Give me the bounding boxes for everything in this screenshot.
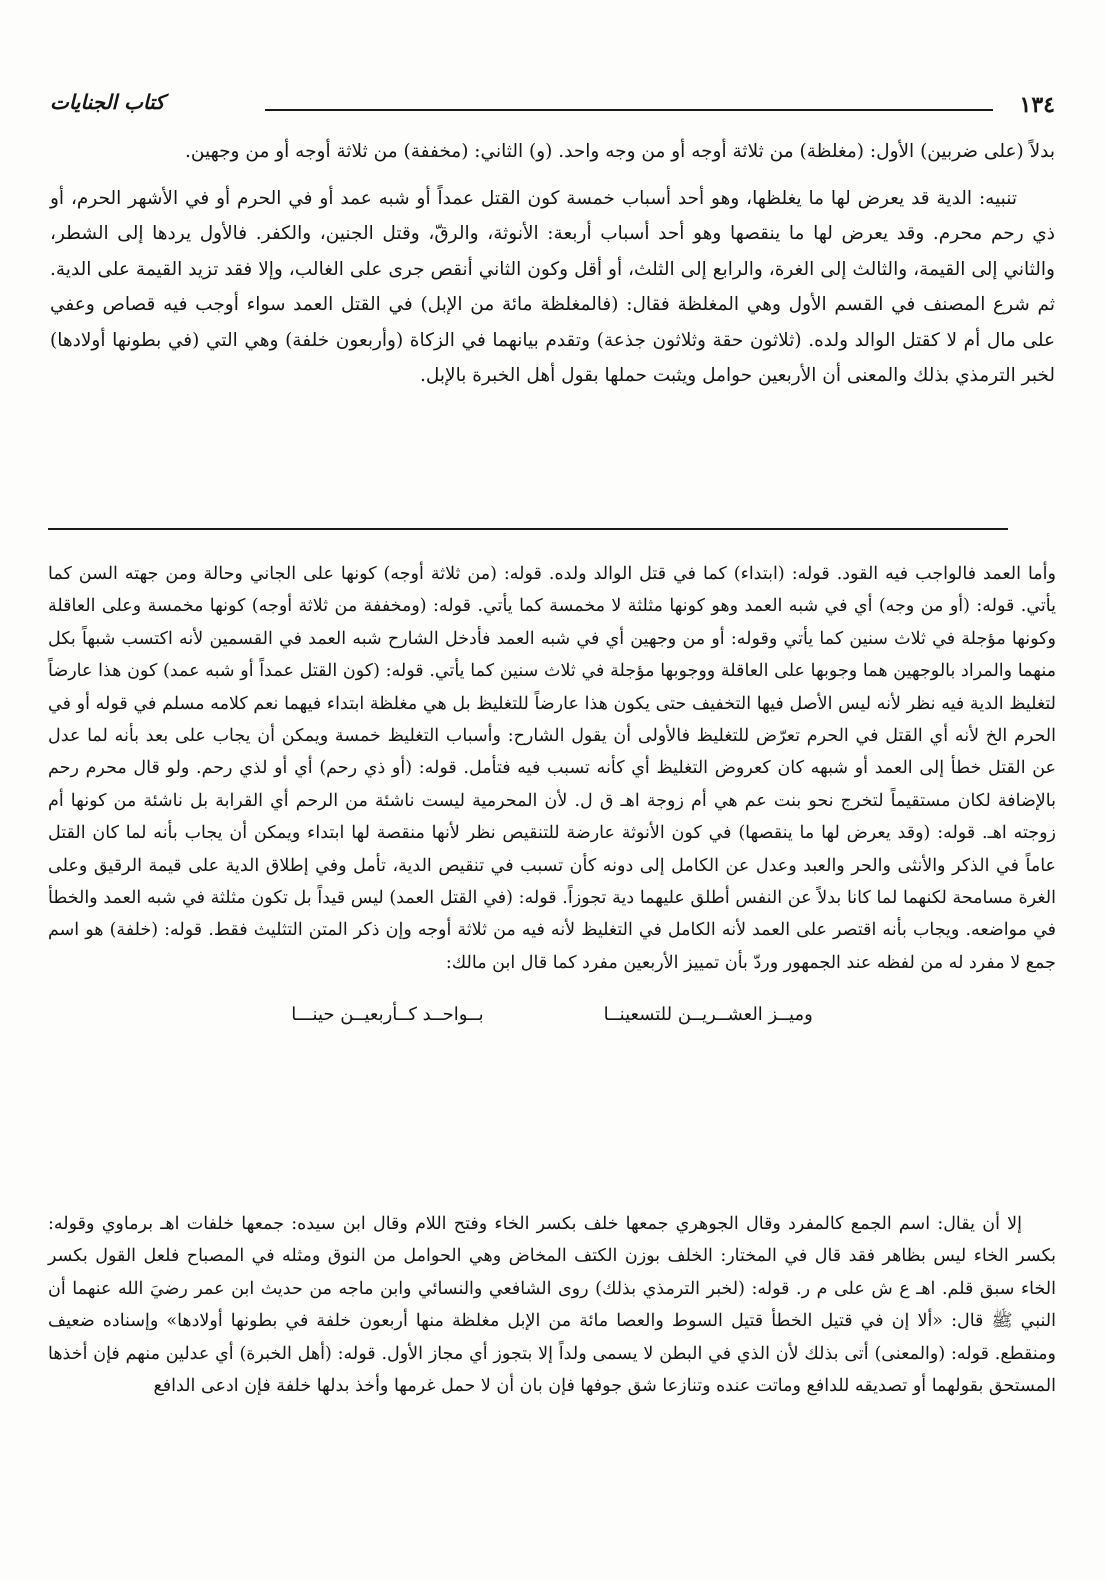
poetry-verse — [48, 997, 1056, 1033]
running-title: كتاب الجنايات — [50, 90, 165, 114]
verse-hemistich-left: بــواحــد كــأربعيــن حينـــا — [291, 1004, 484, 1026]
commentary-paragraph-2: إلا أن يقال: اسم الجمع كالمفرد وقال الجوهري جمعها خلف بكسر الخاء وفتح اللام وقال ابن سيده: جمعها خلفات اهـ برماوي وقوله: بكسر الخاء ليس بظاهر فقد قال في المختار: الخلف بوزن الكتف المخاض وهي الحوامل من النوق ومثله في المصباح فلعل القول بكسر الخاء سبق قلم. اهـ ع ش على م ر. قوله: (لخبر الترمذي بذلك) روى الشافعي والنسائي وابن ماجه من حديث ابن عمر رضيَ الله عنهما أن النبي ﷺ قال: «ألا إن في قتيل الخطأ قتيل السوط والعصا مائة من الإبل مغلظة منها أربعون خلفة في بطونها أولادها» وإسناده ضعيف ومنقطع. قوله: (والمعنى) أتى بذلك لأن الذي في البطن لا يسمى ولداً إلا بتجوز أي مجاز الأول. قوله: (أهل الخبرة) أي عدلين منهم فإن أخذها المستحق بقولهما أو تصديقه للدافع وماتت عنده وتنازعا شق جوفها فإن بان أن لا حمل غرمها وأخذ بدلها خلفة فإن ادعى الدافع — [48, 1214, 1056, 1397]
commentary-paragraph-1: وأما العمد فالواجب فيه القود. قوله: (ابتداء) كما في قتل الوالد ولده. قوله: (من ثلاثة أوجه) كونها على الجاني وحالة ومن جهته السن كما يأتي. قوله: (أو من وجه) أي في شبه العمد وهو كونها مثلثة لا مخمسة كما يأتي. قوله: (ومخففة من ثلاثة أوجه) كونها مخمسة وعلى العاقلة وكونها مؤجلة في ثلاث سنين كما يأتي وقوله: أو من وجهين أي في شبه العمد فأدخل الشارح شبه العمد في القسمين لأنه اكتسب شبهاً بكل منهما والمراد بالوجهين هما وجوبها على العاقلة ووجوبها مؤجلة في ثلاث سنين كما يأتي. قوله: (كون القتل عمداً أو شبه عمد) كون هذا عارضاً لتغليظ الدية فيه نظر لأنه ليس الأصل فيها التخفيف حتى يكون هذا عارضاً للتغليظ بل هي مغلظة ابتداء فيهما نعم كلامه مسلم في قوله أو في الحرم الخ لأنه أي القتل في الحرم تعرّض للتغليظ فالأولى أن يقول الشارح: وأسباب التغليظ خمسة ويمكن أن يجاب على بعد بأنه لما عدل عن القتل خطأ إلى العمد أو شبهه كان كعروض التغليظ أي كأنه تسبب فيه فتأمل. قوله: (أو ذي رحم) أي أو لذي رحم. ولو قال محرم رحم بالإضافة لكان مستقيماً لتخرج نحو بنت عم هي أم زوجة اهـ ق ل. لأن المحرمية ليست ناشئة من الرحم أي القرابة بل ناشئة من كونها أم زوجته اهـ. قوله: (وقد يعرض لها ما ينقصها) في كون الأنوثة عارضة للتنقيص نظر لأنها منقصة لها ابتداء ويمكن أن يجاب بأنه لما كان القتل عاماً في الذكر والأنثى والحر والعبد وعدل عن الكامل إلى دونه كأن تسبب في تنقيص الدية، تأمل وفي إطلاق الدية على قيمة الرقيق وعلى الغرة مسامحة لكنهما لما كانا بدلاً عن النفس أطلق عليهما دية تجوزاً. قوله: (في القتل العمد) ليس قيداً بل تكون مثلثة في شبه العمد والخطأ في مواضعه. ويجاب بأنه اقتصر على العمد لأنه الكامل في التغليظ لأنه فيه من ثلاثة أوجه وإن ذكر المتن التثليث فقط. قوله: (خلفة) هو اسم جمع لا مفرد له من لفظه عند الجمهور وردّ بأن تمييز الأربعين مفرد كما قال ابن مالك: — [48, 564, 1056, 973]
commentary-text — [48, 558, 1056, 1043]
verse-hemistich-right: وميــز العشــريــن للتسعينــا — [603, 1004, 813, 1026]
page-number: ١٣٤ — [1019, 92, 1055, 118]
page-header — [50, 90, 1055, 124]
commentary-continued — [48, 1208, 1056, 1402]
main-paragraph-2: تنبيه: الدية قد يعرض لها ما يغلظها، وهو أحد أسباب خمسة كون القتل عمداً أو شبه عمد أو في الحرم أو في الأشهر الحرم، أو ذي رحم محرم. وقد يعرض لها ما ينقصها وهو أحد أسباب أربعة: الأنوثة، والرقّ، وقتل الجنين، والكفر. فالأول يردها إلى الشطر، والثاني إلى القيمة، والثالث إلى الغرة، والرابع إلى الثلث، أو أقل وكون الثاني أنقص جرى على الغالب، وإلا فقد تزيد القيمة على الدية. ثم شرع المصنف في القسم الأول وهي المغلظة فقال: (فالمغلظة مائة من الإبل) في القتل العمد سواء أوجب فيه قصاص وعفي على مال أم لا كقتل الوالد ولده. (ثلاثون حقة وثلاثون جذعة) وتقدم بيانهما في الزكاة (وأربعون خلفة) وهي التي (في بطونها أولادها) لخبر الترمذي بذلك والمعنى أن الأربعين حوامل ويثبت حملها بقول أهل الخبرة بالإبل. — [50, 187, 1055, 386]
main-paragraph-1: بدلاً (على ضربين) الأول: (مغلظة) من ثلاثة أوجه أو من وجه واحد. (و) الثاني: (مخففة) من ثلاثة أوجه أو من وجهين. — [185, 141, 1055, 162]
header-rule — [265, 109, 993, 111]
main-text — [50, 134, 1055, 394]
footnote-separator — [48, 528, 1008, 530]
